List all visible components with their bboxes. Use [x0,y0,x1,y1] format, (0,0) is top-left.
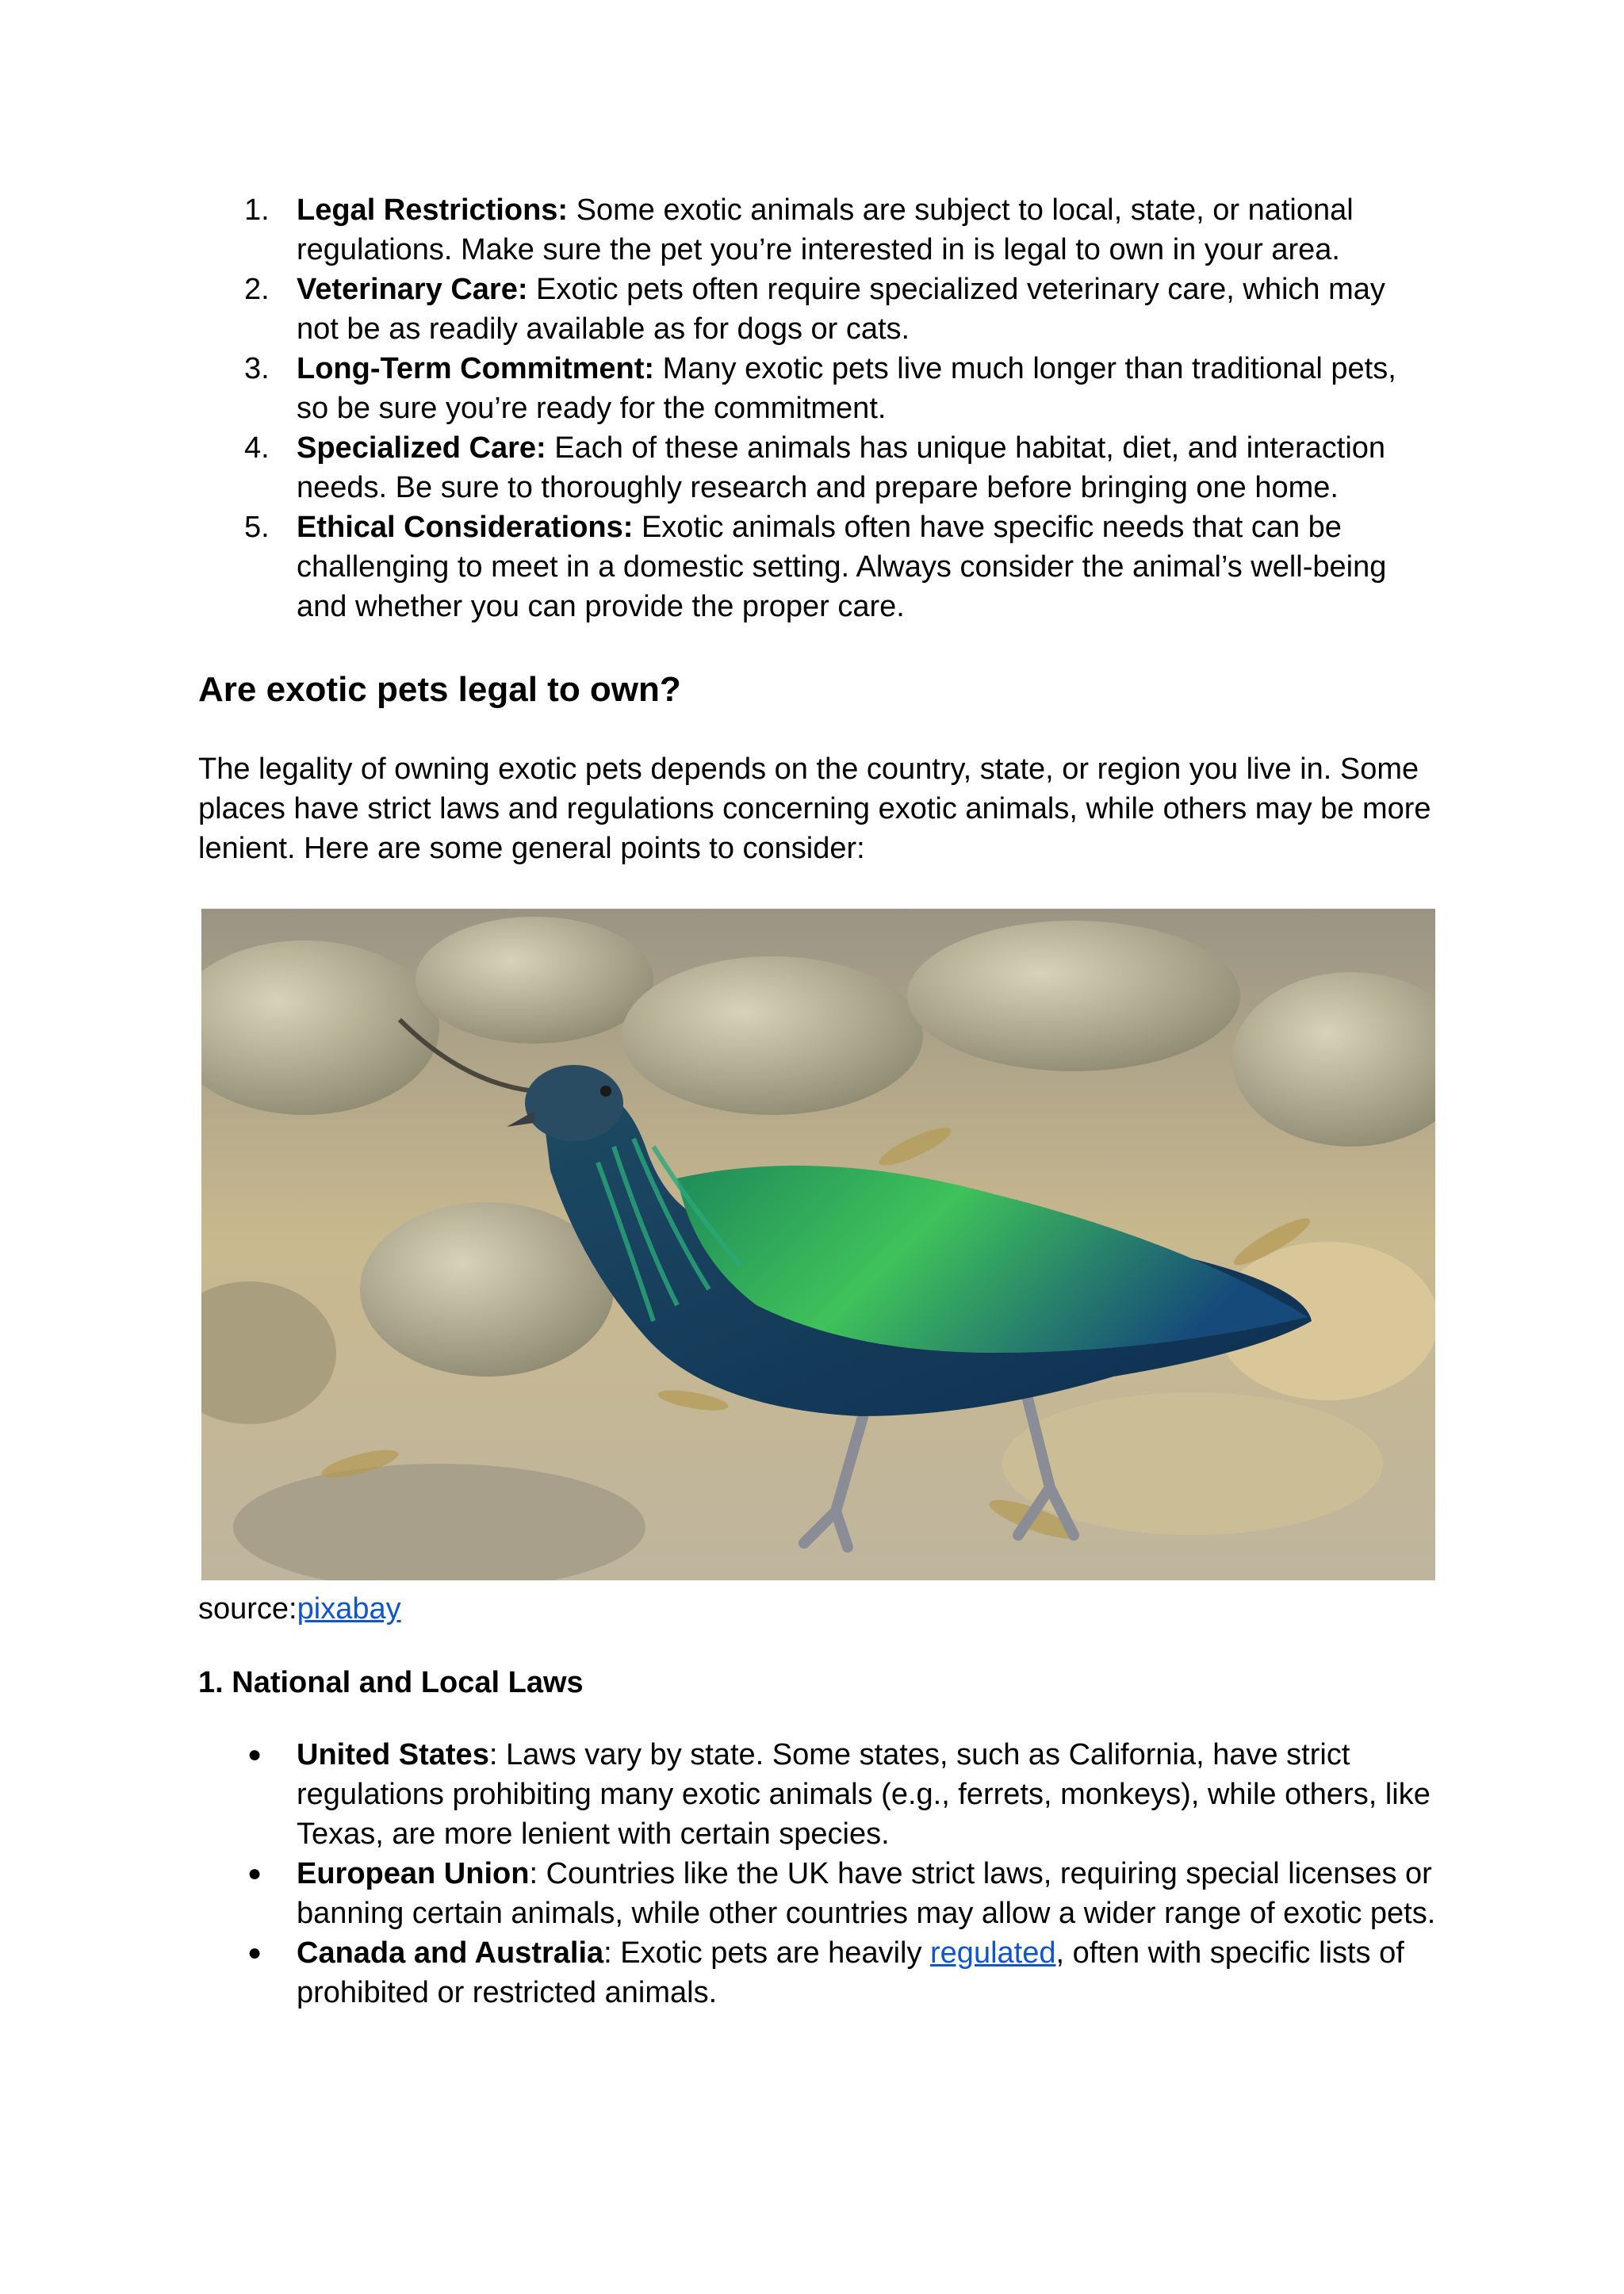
list-item-text: Some exotic animals are subject to local, state, or national regulations. Make sure the pet you’re interested in is legal to own in your area. [297,193,1354,266]
list-item-text: Exotic animals often have specific needs that can be challenging to meet in a domestic setting. Always consider the animal’s well-being and whether you can provide the proper care. [297,511,1387,623]
list-item [198,1735,1451,1854]
list-item [198,1933,1451,2013]
list-item-title: Ethical Considerations: [297,511,634,544]
regulated-link[interactable]: regulated [930,1936,1056,1970]
list-item [198,349,1435,428]
list-item-title: Legal Restrictions: [297,193,569,227]
list-number: 3. [244,352,270,385]
list-item-text: Many exotic pets live much longer than traditional pets, so be sure you’re ready for the commitment. [297,352,1396,425]
pigeon-illustration [201,909,1435,1580]
list-item-title: Specialized Care: [297,431,546,465]
bullet-title: United States [297,1738,489,1771]
list-item [198,190,1435,270]
list-number: 1. [244,193,270,227]
bullet-icon: ● [247,1741,262,1767]
bullet-text: : Countries like the UK have strict laws, requiring special licenses or banning certain animals, while other countries may allow a wider range of exotic pets. [297,1857,1436,1930]
list-item [198,1854,1451,1933]
list-item [198,270,1435,349]
list-item-title: Veterinary Care: [297,273,528,306]
list-number: 5. [244,511,270,544]
pigeon-photo [201,909,1435,1580]
subsection-heading: 1. National and Local Laws [198,1666,584,1699]
list-number: 2. [244,273,270,306]
bullet-text: : Laws vary by state. Some states, such as California, have strict regulations prohibiting many exotic animals (e.g., ferrets, monkeys), while others, like Texas, are more lenient with certain species. [297,1738,1431,1851]
list-number: 4. [244,431,270,465]
section-heading: Are exotic pets legal to own? [198,670,681,709]
bullet-title: European Union [297,1857,530,1890]
list-item-title: Long-Term Commitment: [297,352,655,385]
list-item [198,507,1435,626]
list-item-text: Each of these animals has unique habitat, diet, and interaction needs. Be sure to thoroughly research and prepare before bringing one home. [297,431,1386,504]
bullet-icon: ● [247,1940,262,1966]
bullet-title: Canada and Australia [297,1936,604,1970]
image-source [198,1589,401,1629]
source-prefix: source: [198,1592,297,1626]
considerations-list [198,190,1435,626]
section-paragraph: The legality of owning exotic pets depends on the country, state, or region you live in. Some places have strict laws and regulations concerning exotic animals, while others may be more lenient. Here are some general points to consider: [198,753,1431,865]
list-item [198,428,1435,507]
bullet-text-before: : Exotic pets are heavily [603,1936,931,1970]
list-item-text: Exotic pets often require specialized veterinary care, which may not be as readily available as for dogs or cats. [297,273,1385,346]
bullet-text-after: , often with specific lists of prohibited or restricted animals. [297,1936,1404,2009]
bullet-icon: ● [247,1860,262,1886]
laws-list [198,1735,1451,2013]
pixabay-link[interactable]: pixabay [297,1592,401,1626]
